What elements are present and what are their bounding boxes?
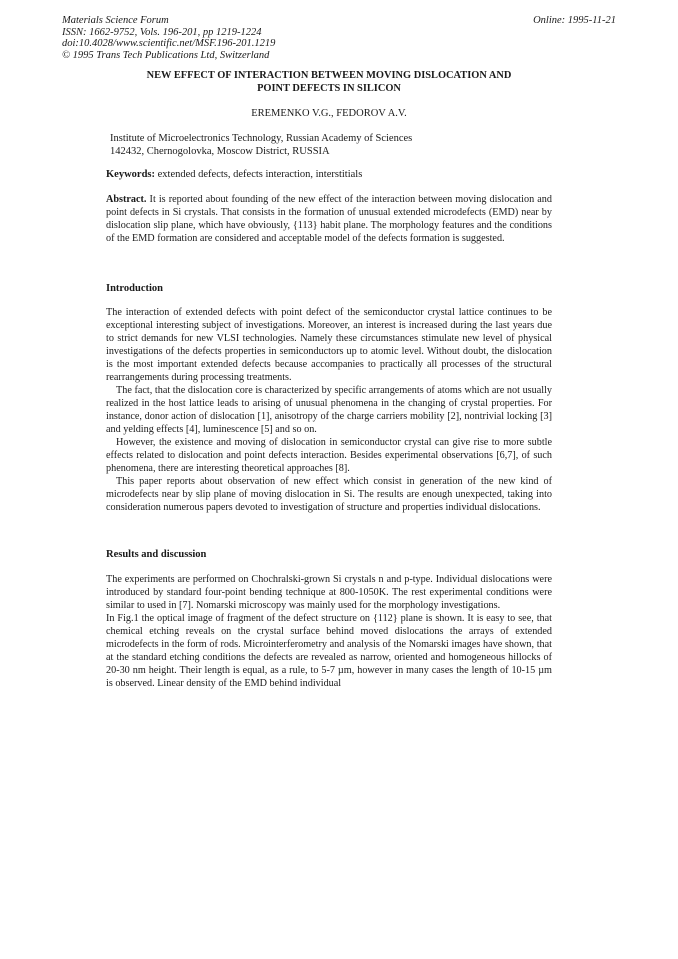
publication-info	[62, 15, 275, 61]
paragraph: However, the existence and moving of dislocation in semiconductor crystal can give rise to more subtle effects related to dislocation and point defects interaction. Besides experimental observations [6,7], of such phenomena, there are interesting theoretical approaches [8].	[106, 437, 552, 474]
abstract	[106, 193, 552, 245]
section-title-results: Results and discussion	[106, 549, 207, 560]
affiliation-line-2: 142432, Chernogolovka, Moscow District, RUSSIA	[110, 146, 330, 157]
paragraph: The fact, that the dislocation core is characterized by specific arrangements of atoms which are not usually realized in the host lattice leads to arising of unusual phenomena in the changing of crystal properties. For instance, donor action of dislocation [1], anisotropy of the charge carriers mobility [2], nontrivial locking [3] and yelding effects [4], luminescence [5] and so on.	[106, 385, 552, 435]
introduction-section	[106, 306, 552, 514]
abstract-label: Abstract.	[106, 194, 147, 205]
copyright-line: © 1995 Trans Tech Publications Ltd, Switzerland	[62, 49, 270, 61]
doi-line[interactable]: doi:10.4028/www.scientific.net/MSF.196-201.1219	[62, 38, 276, 49]
abstract-text: It is reported about founding of the new effect of the interaction between moving dislocation and point defects in Si crystals. That consists in the formation of unusual extended microdefects (EMD) near by dislocation slip plane, which have obviously, {113} habit plane. The morphology features and the conditions of the EMD formation are considered and acceptable model of the defects formation is suggested.	[106, 194, 552, 244]
affiliation-line-1: Institute of Microelectronics Technology, Russian Academy of Sciences	[110, 133, 413, 144]
keywords	[106, 169, 552, 180]
section-title-introduction: Introduction	[106, 283, 163, 294]
keywords-text: extended defects, defects interaction, interstitials	[155, 169, 363, 180]
affiliation	[110, 132, 412, 158]
online-date: Online: 1995-11-21	[533, 15, 616, 26]
results-section	[106, 573, 552, 690]
paragraph: The experiments are performed on Chochralski-grown Si crystals n and p-type. Individual dislocations were introduced by standard four-point bending technique at 800-1050K. The rest experimental conditions were similar to used in [7]. Nomarski microscopy was mainly used for the morphology investigations.	[106, 574, 552, 611]
title-line-1: NEW EFFECT OF INTERACTION BETWEEN MOVING DISLOCATION AND	[146, 70, 512, 81]
keywords-label: Keywords:	[106, 169, 155, 180]
paragraph: This paper reports about observation of new effect which consist in generation of the new kind of microdefects near by slip plane of moving dislocation in Si. The results are enough unexpected, taking into consideration numerous papers devoted to investigation of structure and properties individual dislocations.	[106, 476, 552, 513]
issn-line: ISSN: 1662-9752, Vols. 196-201, pp 1219-1224	[62, 26, 262, 38]
paragraph: In Fig.1 the optical image of fragment of the defect structure on {112} plane is shown. It is easy to see, that chemical etching reveals on the crystal surface behind moved dislocations the arrays of extended microdefects in the form of rods. Microinterferometry and analysis of the Nomarski images have shown, that at the standard etching conditions the defects are revealed as narrow, oriented and homogeneous hillocks of 20-30 nm height. Their length is equal, as a rule, to 5-7 µm, however in many cases the length of 10-15 µm is observed. Linear density of the EMD behind individual	[106, 613, 552, 689]
title-line-2: POINT DEFECTS IN SILICON	[257, 82, 401, 94]
paragraph: The interaction of extended defects with point defect of the semiconductor crystal lattice continues to be exceptional interesting subject of investigations. Moreover, an interest is increased during the last years due to strict demands for new VLSI technologies. Namely these circumstances stimulate new level of physical investigations of the defects properties in semiconductors up to atomic level. Without doubt, the dislocation is the most important extended defects because accompanies to practically all processes of the structural rearrangements during processing treatments.	[106, 307, 552, 383]
paper-title	[106, 70, 552, 95]
journal-name: Materials Science Forum	[62, 15, 169, 26]
authors: EREMENKO V.G., FEDOROV A.V.	[251, 108, 407, 119]
